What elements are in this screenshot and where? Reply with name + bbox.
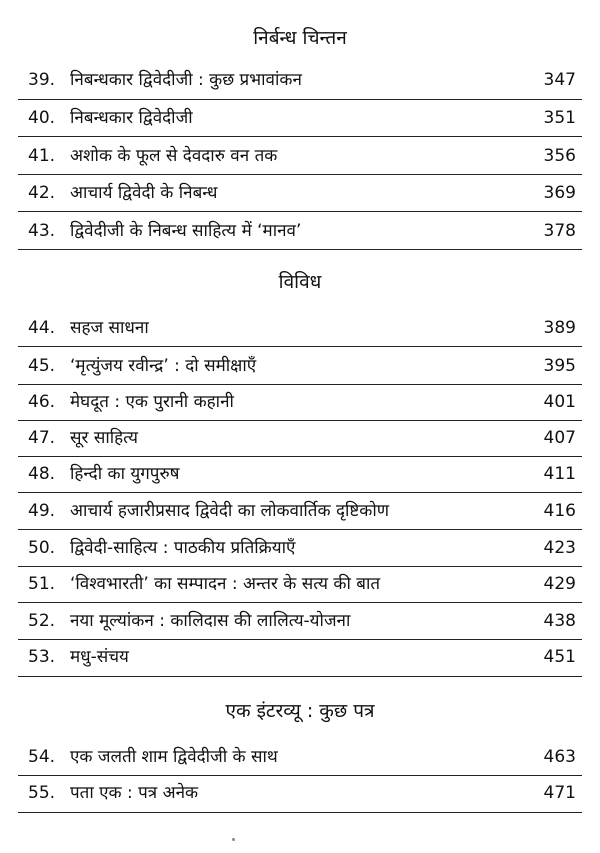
entry-page-number: 463 [543, 747, 576, 767]
entry-number: 43. [28, 221, 56, 241]
entry-page-number: 401 [543, 392, 576, 412]
entry-page-number: 356 [543, 146, 576, 166]
entry-number: 50. [28, 538, 56, 558]
entry-number: 46. [28, 392, 56, 412]
entry-title: आचार्य द्विवेदी के निबन्ध [70, 183, 218, 203]
entry-title: मधु-संचय [70, 647, 129, 667]
entry-page-number: 429 [543, 574, 576, 594]
entry-title: द्विवेदी-साहित्य : पाठकीय प्रतिक्रियाएँ [70, 538, 296, 558]
toc-entry-55 [28, 781, 576, 805]
entry-number: 53. [28, 647, 56, 667]
row-divider [18, 136, 582, 137]
entry-title: ‘मृत्युंजय रवीन्द्र’ : दो समीक्षाएँ [70, 356, 257, 376]
entry-number: 51. [28, 574, 56, 594]
entry-page-number: 423 [543, 538, 576, 558]
row-divider [18, 639, 582, 640]
entry-page-number: 389 [543, 318, 576, 338]
toc-entry-40 [28, 106, 576, 130]
entry-page-number: 369 [543, 183, 576, 203]
entry-page-number: 438 [543, 611, 576, 631]
entry-number: 55. [28, 783, 56, 803]
section-heading-vividh: विविध [278, 271, 322, 293]
toc-entry-48 [28, 462, 576, 486]
toc-entry-43 [28, 219, 576, 243]
entry-title: निबन्धकार द्विवेदीजी [70, 108, 193, 128]
toc-entry-41 [28, 144, 576, 168]
entry-title: सूर साहित्य [70, 428, 138, 448]
row-divider [18, 346, 582, 347]
entry-page-number: 351 [543, 108, 576, 128]
entry-number: 54. [28, 747, 56, 767]
entry-title: पता एक : पत्र अनेक [70, 783, 199, 803]
toc-entry-42 [28, 181, 576, 205]
toc-entry-54 [28, 745, 576, 769]
entry-number: 45. [28, 356, 56, 376]
toc-entry-51 [28, 572, 576, 596]
row-divider [18, 566, 582, 567]
entry-number: 40. [28, 108, 56, 128]
row-divider [18, 602, 582, 603]
row-divider [18, 249, 582, 250]
row-divider [18, 775, 582, 776]
row-divider [18, 492, 582, 493]
entry-page-number: 411 [543, 464, 576, 484]
entry-number: 49. [28, 501, 56, 521]
entry-title: निबन्धकार द्विवेदीजी : कुछ प्रभावांकन [70, 70, 302, 90]
toc-entry-52 [28, 609, 576, 633]
entry-title: अशोक के फूल से देवदारु वन तक [70, 146, 278, 166]
row-divider [18, 420, 582, 421]
toc-entry-45 [28, 354, 576, 378]
entry-page-number: 407 [543, 428, 576, 448]
entry-page-number: 451 [543, 647, 576, 667]
entry-page-number: 416 [543, 501, 576, 521]
entry-page-number: 347 [543, 70, 576, 90]
entry-page-number: 378 [543, 221, 576, 241]
entry-number: 41. [28, 146, 56, 166]
toc-entry-49 [28, 499, 576, 523]
entry-number: 44. [28, 318, 56, 338]
entry-page-number: 395 [543, 356, 576, 376]
row-divider [18, 456, 582, 457]
row-divider [18, 99, 582, 100]
section-heading-nirbandh-chintan: निर्बन्ध चिन्तन [253, 27, 347, 49]
entry-number: 39. [28, 70, 56, 90]
section-heading-interview-letters: एक इंटरव्यू : कुछ पत्र [225, 700, 375, 722]
toc-entry-39 [28, 68, 576, 92]
entry-title: नया मूल्यांकन : कालिदास की लालित्य-योजना [70, 611, 351, 631]
print-speck [232, 838, 235, 841]
row-divider [18, 384, 582, 385]
entry-title: हिन्दी का युगपुरुष [70, 464, 180, 484]
toc-entry-50 [28, 536, 576, 560]
entry-title: ‘विश्वभारती’ का सम्पादन : अन्तर के सत्य की बात [70, 574, 381, 594]
row-divider [18, 211, 582, 212]
entry-number: 42. [28, 183, 56, 203]
entry-title: द्विवेदीजी के निबन्ध साहित्य में ‘मानव’ [70, 221, 302, 241]
toc-entry-53 [28, 645, 576, 669]
row-divider [18, 676, 582, 677]
entry-number: 52. [28, 611, 56, 631]
row-divider [18, 529, 582, 530]
entry-number: 48. [28, 464, 56, 484]
toc-entry-46 [28, 390, 576, 414]
entry-title: सहज साधना [70, 318, 149, 338]
row-divider [18, 812, 582, 813]
entry-title: मेघदूत : एक पुरानी कहानी [70, 392, 234, 412]
toc-entry-44 [28, 316, 576, 340]
toc-entry-47 [28, 426, 576, 450]
entry-title: एक जलती शाम द्विवेदीजी के साथ [70, 747, 278, 767]
entry-title: आचार्य हजारीप्रसाद द्विवेदी का लोकवार्तिक दृष्टिकोण [70, 501, 390, 521]
entry-number: 47. [28, 428, 56, 448]
row-divider [18, 174, 582, 175]
entry-page-number: 471 [543, 783, 576, 803]
